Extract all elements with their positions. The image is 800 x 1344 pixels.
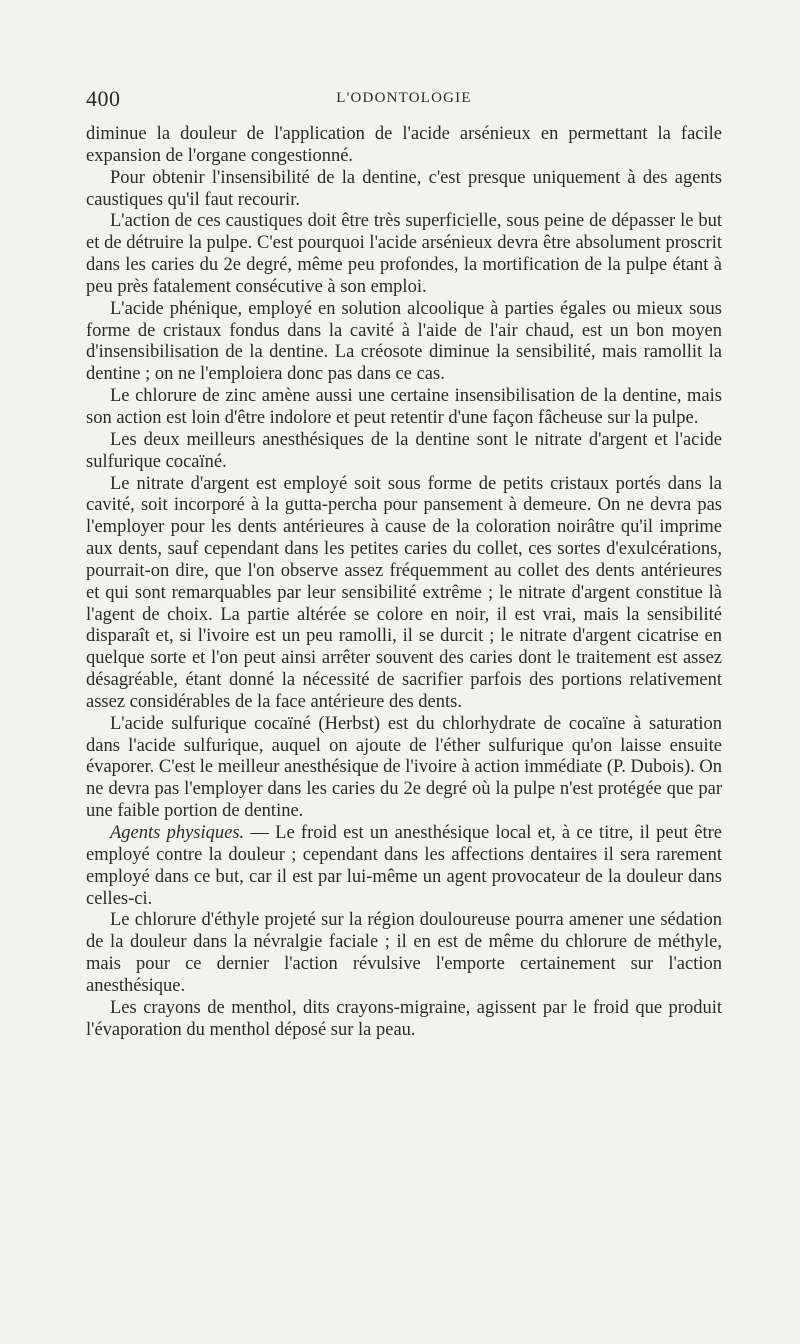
paragraph-4: L'acide phénique, employé en solution alcoolique à parties égales ou mieux sous forme de cristaux fondus dans la cavité à l'aide de l'air chaud, est un bon moyen d'insensibilisation de la dentine. La créosote diminue la sensibilité, mais ramollit la dentine ; on ne l'emploiera donc pas dans ce cas. bbox=[86, 298, 722, 385]
page-number: 400 bbox=[86, 86, 121, 111]
paragraph-11: Les crayons de menthol, dits crayons-migraine, agissent par le froid que produit l'évaporation du menthol déposé sur la peau. bbox=[86, 997, 722, 1040]
paragraph-7: Le nitrate d'argent est employé soit sous forme de petits cristaux portés dans la cavité, soit incorporé à la gutta-percha pour pansement à demeure. On ne devra pas l'employer pour les dents antérieures à cause de la coloration noirâtre qu'il imprime aux dents, sauf cependant dans les petites caries du collet, ces sortes d'exulcérations, pourrait-on dire, que l'on observe assez fréquemment au collet des dents antérieures et qui sont remarquables par leur sensibilité extrême ; le nitrate d'argent constitue là l'agent de choix. La partie altérée se colore en noir, il est vrai, mais la sensibilité disparaît et, si l'ivoire est un peu ramolli, il se durcit ; le nitrate d'argent cicatrise en quelque sorte et l'on peut ainsi arrêter souvent des caries dont le traitement est assez désagréable, étant donné la nécessité de sacrifier parfois des portions relativement assez considérables de la face antérieure des dents. bbox=[86, 473, 722, 712]
paragraph-9 bbox=[86, 823, 722, 910]
section-lead: Agents physiques. bbox=[110, 823, 245, 843]
running-title: L'ODONTOLOGIE bbox=[336, 90, 472, 106]
paragraph-1: diminue la douleur de l'application de l'acide arsénieux en permettant la facile expansion de l'organe congestionné. bbox=[86, 124, 722, 166]
paragraph-9-text: — Le froid est un anesthésique local et, à ce titre, il peut être employé contre la douleur ; cependant dans les affections dentaires il sera rarement employé dans ce but, car il est par lui-même un agent provocateur de la douleur dans celles-ci. bbox=[86, 823, 722, 909]
paragraph-3: L'action de ces caustiques doit être très superficielle, sous peine de dépasser le but et de détruire la pulpe. C'est pourquoi l'acide arsénieux devra être absolument proscrit dans les caries du 2e degré, même peu profondes, la mortification de la pulpe étant à peu près fatalement consécutive à son emploi. bbox=[86, 211, 722, 297]
paragraph-2: Pour obtenir l'insensibilité de la dentine, c'est presque uniquement à des agents caustiques qu'il faut recourir. bbox=[86, 167, 722, 210]
body-text bbox=[86, 124, 722, 1041]
paragraph-8: L'acide sulfurique cocaïné (Herbst) est du chlorhydrate de cocaïne à saturation dans l'acide sulfurique, auquel on ajoute de l'éther sulfurique qu'on laisse ensuite évaporer. C'est le meilleur anesthésique de l'ivoire à action immédiate (P. Dubois). On ne devra pas l'employer dans les caries du 2e degré où la pulpe n'est protégée que par une faible portion de dentine. bbox=[86, 713, 723, 822]
paragraph-10: Le chlorure d'éthyle projeté sur la région douloureuse pourra amener une sédation de la douleur dans la névralgie faciale ; il en est de même du chlorure de méthyle, mais pour ce dernier l'action révulsive l'emporte certainement sur l'action anesthésique. bbox=[86, 910, 722, 996]
paragraph-5: Le chlorure de zinc amène aussi une certaine insensibilisation de la dentine, mais son action est loin d'être indolore et peut retentir d'une façon fâcheuse sur la pulpe. bbox=[86, 386, 722, 428]
paragraph-6: Les deux meilleurs anesthésiques de la dentine sont le nitrate d'argent et l'acide sulfurique cocaïné. bbox=[86, 429, 722, 472]
page-header bbox=[86, 86, 722, 116]
